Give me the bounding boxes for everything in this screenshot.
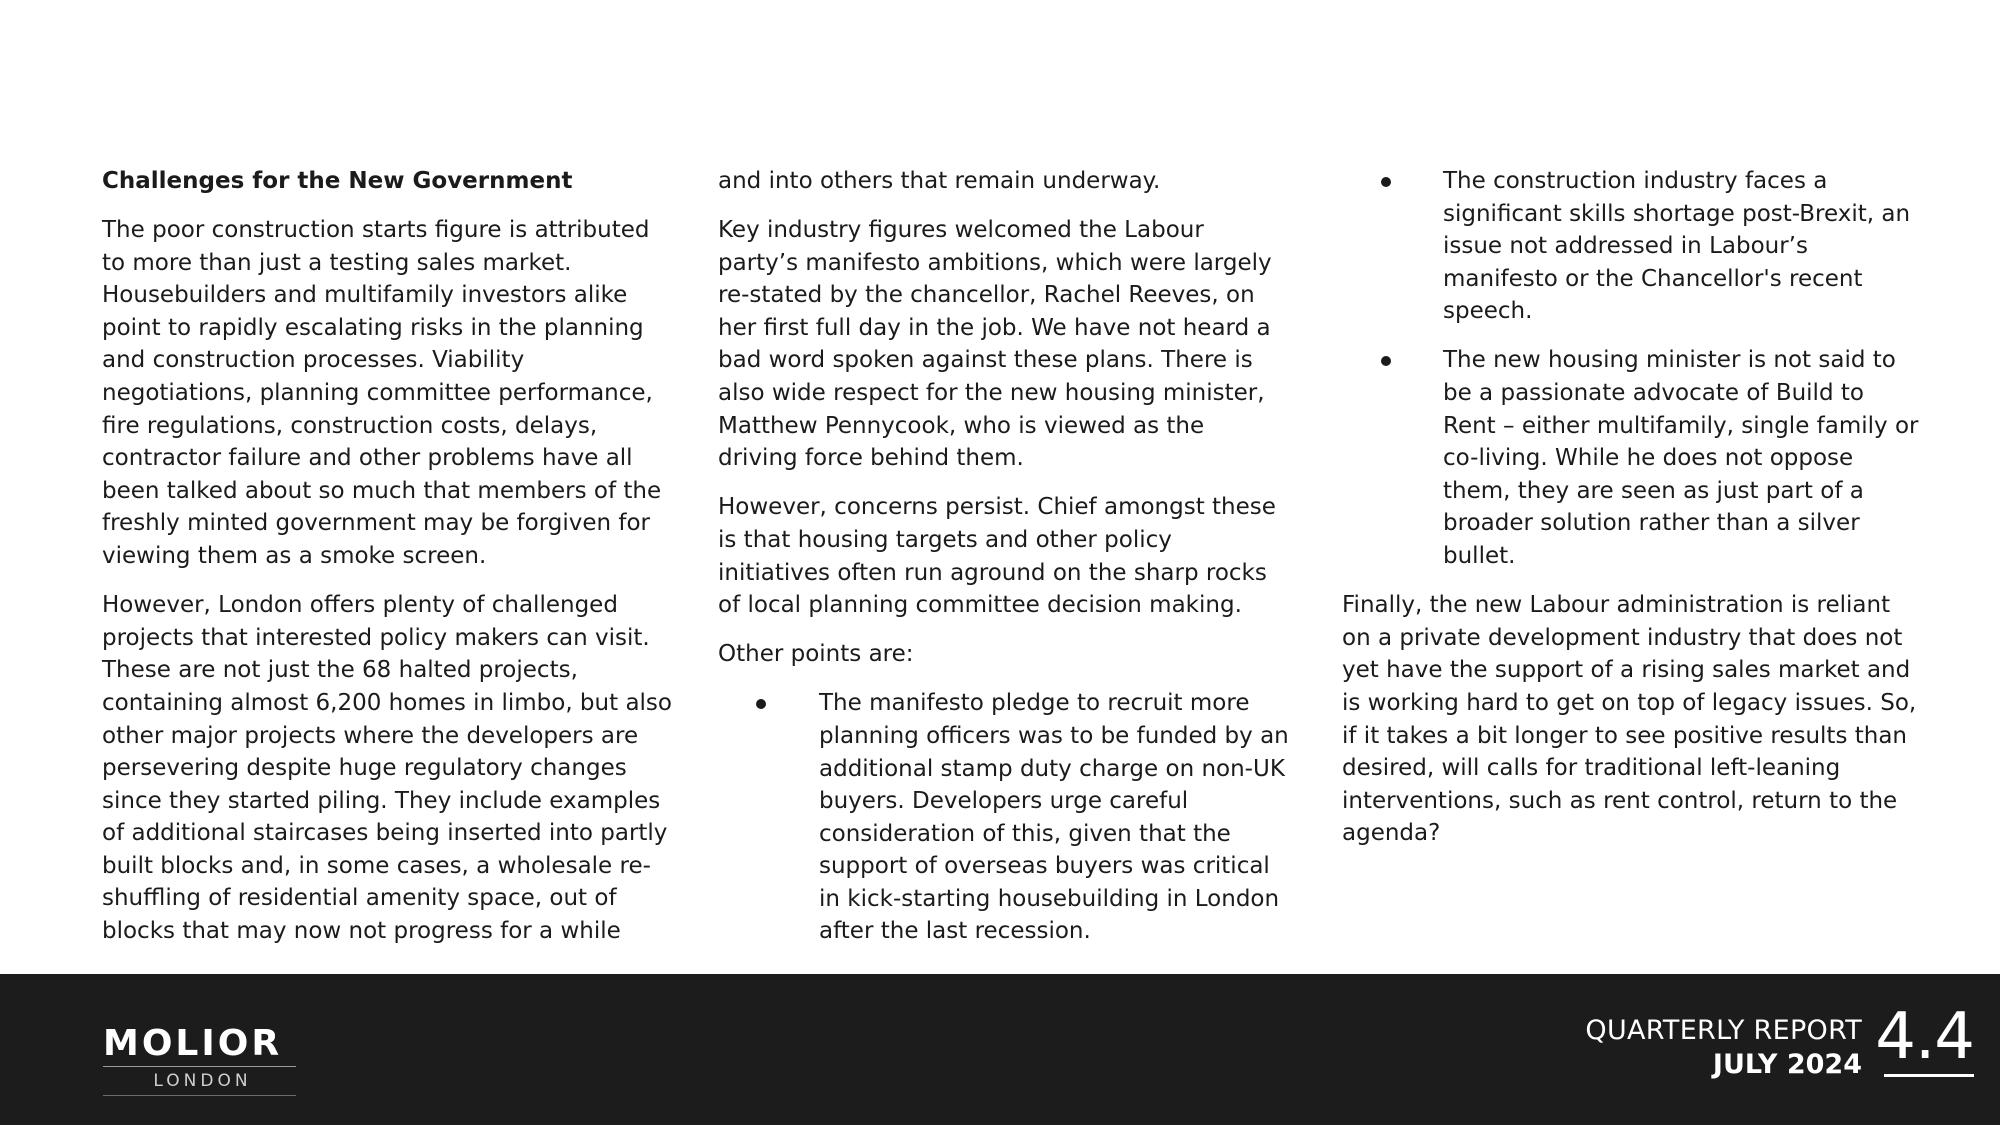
list-item-text: The new housing minister is not said to be a passionate advocate of Build to Rent – either multifamily, single family or co-living. While he does not oppose them, they are seen as just part of a broader solution rather than a silver bullet. xyxy=(1443,347,1919,570)
logo-subtitle: LONDON xyxy=(153,1071,252,1091)
paragraph: The poor construction starts figure is attributed to more than just a testing sales market. Housebuilders and multifamily investors alike point to rapidly escalating risks in the planning and construction processes. Viability negotiations, planning committee performance, fire regulations, construction costs, delays, contractor failure and other problems have all been talked about so much that members of the freshly minted government may be forgiven for viewing them as a smoke screen. xyxy=(102,217,662,570)
list-item-text: The manifesto pledge to recruit more planning officers was to be funded by an additional stamp duty charge on non-UK buyers. Developers urge careful consideration of this, given that the support of overseas buyers was critical in kick-starting housebuilding in London after the last recession. xyxy=(819,690,1289,945)
list-item-text: The construction industry faces a significant skills shortage post-Brexit, an issue not addressed in Labour’s manifesto or the Chancellor's recent speech. xyxy=(1443,168,1911,325)
paragraph: Other points are: xyxy=(718,641,914,668)
paragraph: Finally, the new Labour administration is reliant on a private development industry that does not yet have the support of a rising sales market and is working hard to get on top of legacy issues. So, if it takes a bit longer to see positive results than desired, will calls for traditional left-leaning interventions, such as rent control, return to the agenda? xyxy=(1342,592,1917,847)
report-date: JULY 2024 xyxy=(1712,1049,1862,1080)
paragraph: However, concerns persist. Chief amongst these is that housing targets and other policy initiatives often run aground on the sharp rocks of local planning committee decision making. xyxy=(718,494,1276,619)
logo-underline xyxy=(103,1095,296,1096)
section-heading: Challenges for the New Government xyxy=(102,168,573,194)
page-number: 4.4 xyxy=(1875,1000,1974,1074)
paragraph: However, London offers plenty of challenged projects that interested policy makers can visit. These are not just the 68 halted projects, containing almost 6,200 homes in limbo, but also other major projects where the developers are persevering despite huge regulatory changes since they started piling. They include examples of additional staircases being inserted into partly built blocks and, in some cases, a wholesale re-shuffling of residential amenity space, out of blocks that may now not progress for a while xyxy=(102,592,672,945)
bullet-icon xyxy=(1381,356,1391,366)
page-number-underline xyxy=(1884,1074,1974,1077)
paragraph: and into others that remain underway. xyxy=(718,168,1161,194)
logo-divider xyxy=(103,1066,296,1067)
list-item xyxy=(718,687,1290,948)
footer-bar xyxy=(0,974,2000,1125)
bullet-icon xyxy=(1381,177,1391,187)
text-column-1 xyxy=(102,165,674,964)
logo-wordmark: MOLIOR xyxy=(103,1023,283,1064)
text-column-2 xyxy=(718,165,1290,965)
paragraph: Key industry figures welcomed the Labour party’s manifesto ambitions, which were largely re-stated by the chancellor, Rachel Reeves, on her first full day in the job. We have not heard a bad word spoken against these plans. There is also wide respect for the new housing minister, Matthew Pennycook, who is viewed as the driving force behind them. xyxy=(718,217,1272,472)
bullet-list xyxy=(1342,165,1922,573)
report-title: QUARTERLY REPORT xyxy=(1585,1015,1862,1046)
report-label xyxy=(1585,1014,1862,1082)
bullet-icon xyxy=(756,699,766,709)
text-column-3 xyxy=(1342,165,1922,866)
bullet-list xyxy=(718,687,1290,948)
company-logo xyxy=(103,1024,296,1096)
list-item xyxy=(1342,344,1922,572)
list-item xyxy=(1342,165,1922,328)
